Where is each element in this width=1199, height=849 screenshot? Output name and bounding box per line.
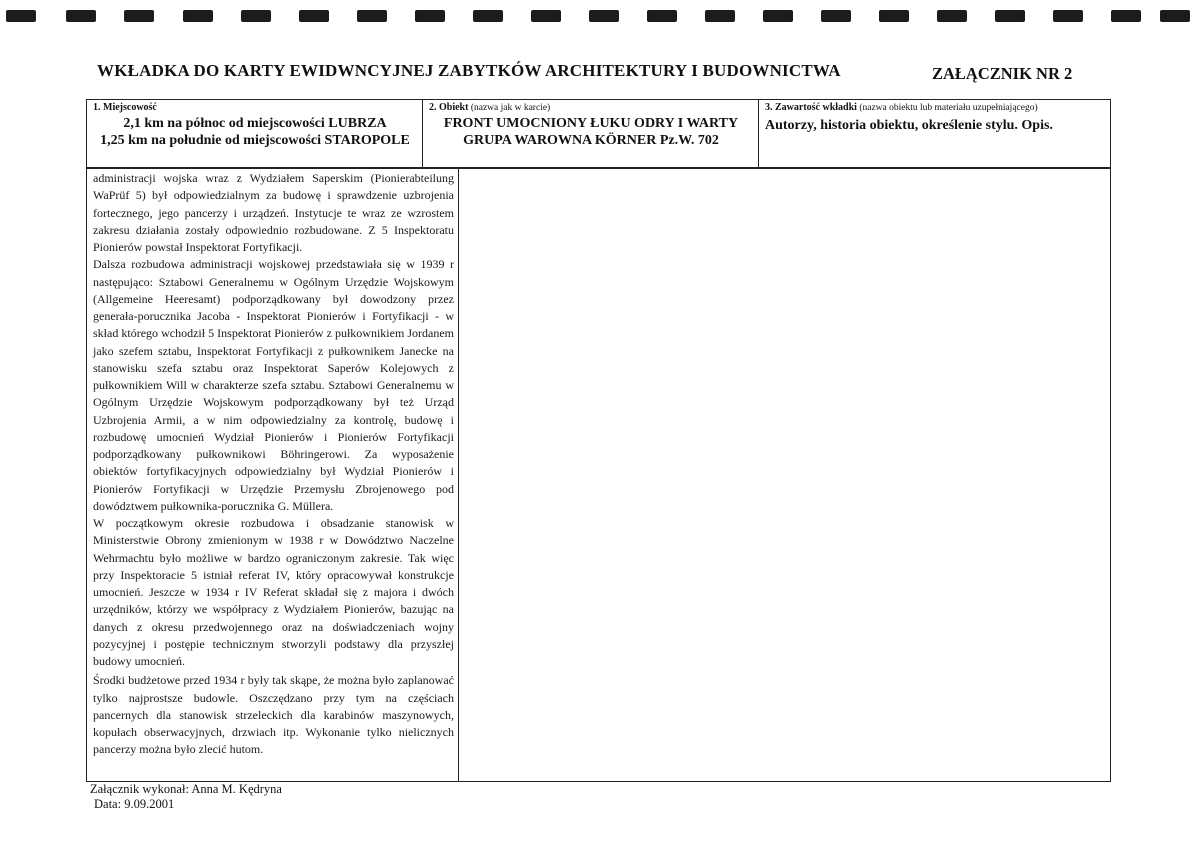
location-cell [87, 100, 423, 167]
body-text-column [93, 170, 454, 759]
paragraph-1: administracji wojska wraz z Wydziałem Saperskim (Pionierabteilung WaPrüf 5) był odpowiedzialnym za budowę i sprawdzenie uzbrojenia fortecznego, jego pancerzy i urządzeń. Instytucje te wraz ze wzrostem zakresu działania zostały odpowiednio rozbudowane. Z 5 Inspektoratu Pionierów powstał Inspektorat Fortyfikacji. [93, 171, 454, 254]
prepared-by: Załącznik wykonał: Anna M. Kędryna [90, 782, 282, 796]
insert-content-label: 3. Zawartość wkładki (nazwa obiektu lub materiału uzupełniającego) [765, 102, 1038, 113]
paragraph-4: Środki budżetowe przed 1934 r były tak skąpe, że można było zaplanować tylko najprostsze budowle. Oszczędzano przy tym na częściach pancernych dla stanowisk strzeleckich dla karabinów maszynowych, kopułach obserwacyjnych, drzwiach itp. Wykonanie tylko nielicznych pancerzy można było zlecić hutom. [93, 673, 454, 757]
column-divider [458, 169, 459, 781]
object-cell [423, 100, 759, 167]
object-label: 2. Obiekt (nazwa jak w karcie) [429, 102, 551, 113]
location-line-1: 2,1 km na północ od miejscowości LUBRZA [123, 116, 387, 131]
binding-holes [0, 10, 1199, 24]
header-table [86, 99, 1111, 168]
object-line-2: GRUPA WAROWNA KÖRNER Pz.W. 702 [463, 133, 719, 148]
body-table [86, 168, 1111, 782]
object-line-1: FRONT UMOCNIONY ŁUKU ODRY I WARTY [443, 116, 739, 131]
paragraph-2: Dalsza rozbudowa administracji wojskowej przedstawiała się w 1939 r następująco: Sztabowi Generalnemu w Ogólnym Urzędzie Wojskowym (Allgemeine Heeresamt) podporządkowany był dowodzony przez generała-porucznika Jacoba - Inspektorat Pionierów i Fortyfikacji - w skład którego wchodził 5 Inspektorat Pionierów z pułkownikiem Jordanem jako szefem sztabu, Inspektorat Fortyfikacji z pułkownikem Janecke na stanowisku szefa sztabu oraz Inspektorat Saperów Kolejowych z pułkownikiem Will w charakterze szefa sztabu. Sztabowi Generalnemu w Ogólnym Urzędzie Wojskowym podporządkowany był też Urząd Uzbrojenia Armii, a w nim odpowiedzialny za kontrolę, budowę i rozbudowę umocnień Wydział Pionierów i Pionierów Fortyfikacji podporządkowany pułkownikowi Böhringerowi. Za wyposażenie obiektów fortyfikacyjnych odpowiedzialny był Wydział Pionierów i Pionierów Fortyfikacji w Urzędzie Przemysłu Zbrojenowego pod dowództwem pułkownika-porucznika G. Müllera. [93, 257, 454, 513]
paragraph-3: W początkowym okresie rozbudowa i obsadzanie stanowisk w Ministerstwie Obrony zmienionym w 1938 r w Dowództwo Naczelne Wehrmachtu było możliwe w bardzo ograniczonym zakresie. Tak więc przy Inspektoracie 5 istniał referat IV, który opracowywał konstrukcje umocnień. Jeszcze w 1934 r IV Referat składał się z majora i dwóch urzędników, którzy we współpracy z Wydziałem Pionierów, bazując na danych z okresu przedwojennego oraz na doświadczeniach wojny pozycyjnej i postępie technicznym stworzyli podstawy dla przyszłej budowy umocnień. [93, 516, 454, 668]
date: Data: 9.09.2001 [94, 797, 175, 811]
annex-number: ZAŁĄCZNIK NR 2 [932, 64, 1073, 83]
form-title: WKŁADKA DO KARTY EWIDWNCYJNEJ ZABYTKÓW ARCHITEKTURY I BUDOWNICTWA [97, 61, 841, 80]
insert-content-cell [759, 100, 1112, 167]
insert-content-value: Autorzy, historia obiektu, określenie stylu. Opis. [765, 118, 1053, 133]
location-label: 1. Miejscowość [93, 102, 157, 113]
location-line-2: 1,25 km na południe od miejscowości STAROPOLE [100, 133, 410, 148]
